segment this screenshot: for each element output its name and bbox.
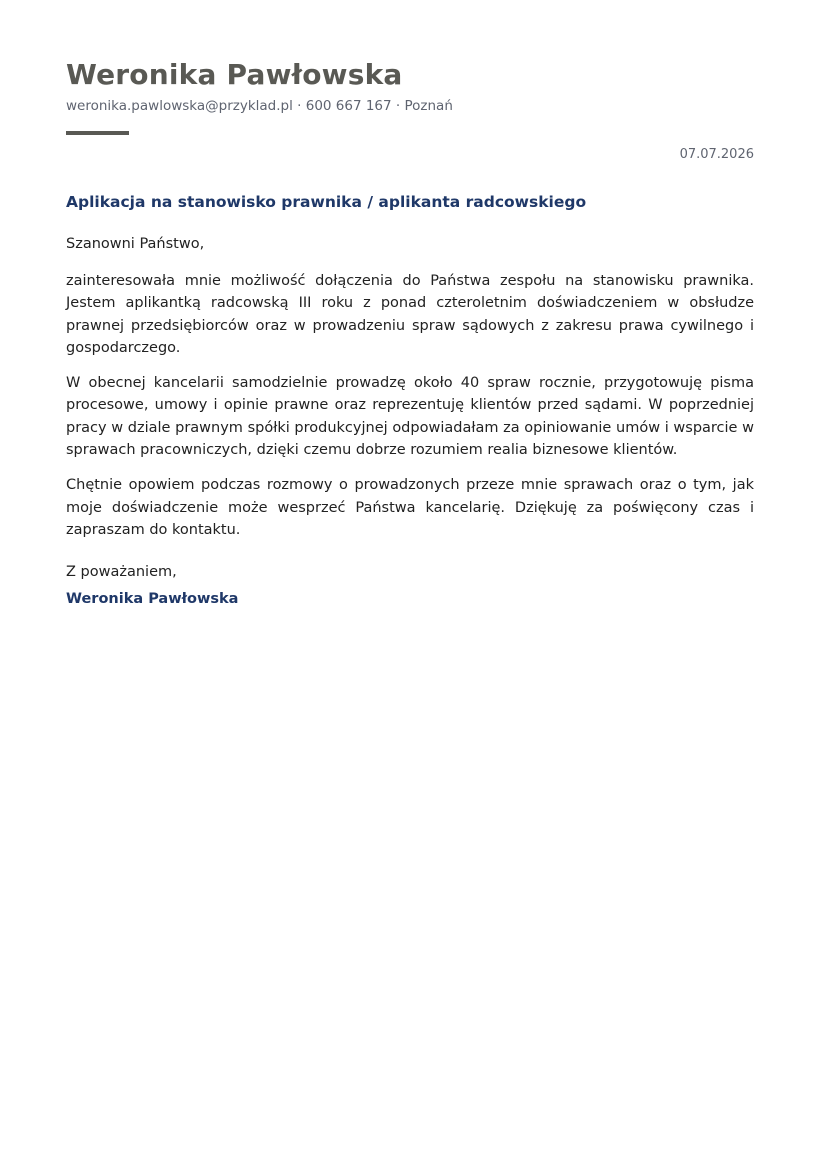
body-paragraph: W obecnej kancelarii samodzielnie prowadzę około 40 spraw rocznie, przygotowuję pisma procesowe, umowy i opinie prawne oraz reprezentuję klientów przed sądami. W poprzedniej pracy w dziale prawnym spółki produkcyjnej odpowiadałam za opiniowanie umów i wsparcie w sprawach pracowniczych, dzięki czemu dobrze rozumiem realia biznesowe klientów. <box>66 375 754 459</box>
salutation: Szanowni Państwo, <box>66 236 205 252</box>
contact-details: weronika.pawlowska@przyklad.pl · 600 667 167 · Poznań <box>66 98 453 114</box>
body-paragraph: zainteresowała mnie możliwość dołączenia do Państwa zespołu na stanowisku prawnika. Jestem aplikantką radcowską III roku z ponad czteroletnim doświadczeniem w obsłudze prawnej przedsiębiorców oraz w prowadzeniu spraw sądowych z zakresu prawa cywilnego i gospodarczego. <box>66 273 754 356</box>
body-paragraph: Chętnie opowiem podczas rozmowy o prowadzonych przeze mnie sprawach oraz o tym, jak moje doświadczenie może wesprzeć Państwa kancelarię. Dziękuję za poświęcony czas i zapraszam do kontaktu. <box>66 477 754 538</box>
letter-body <box>66 270 754 554</box>
letter-date: 07.07.2026 <box>679 147 754 162</box>
signature-name: Weronika Pawłowska <box>66 591 239 607</box>
closing-phrase: Z poważaniem, <box>66 564 177 580</box>
header-divider <box>66 131 129 135</box>
letter-subject: Aplikacja na stanowisko prawnika / aplikanta radcowskiego <box>66 193 587 211</box>
sender-name: Weronika Pawłowska <box>66 58 403 91</box>
